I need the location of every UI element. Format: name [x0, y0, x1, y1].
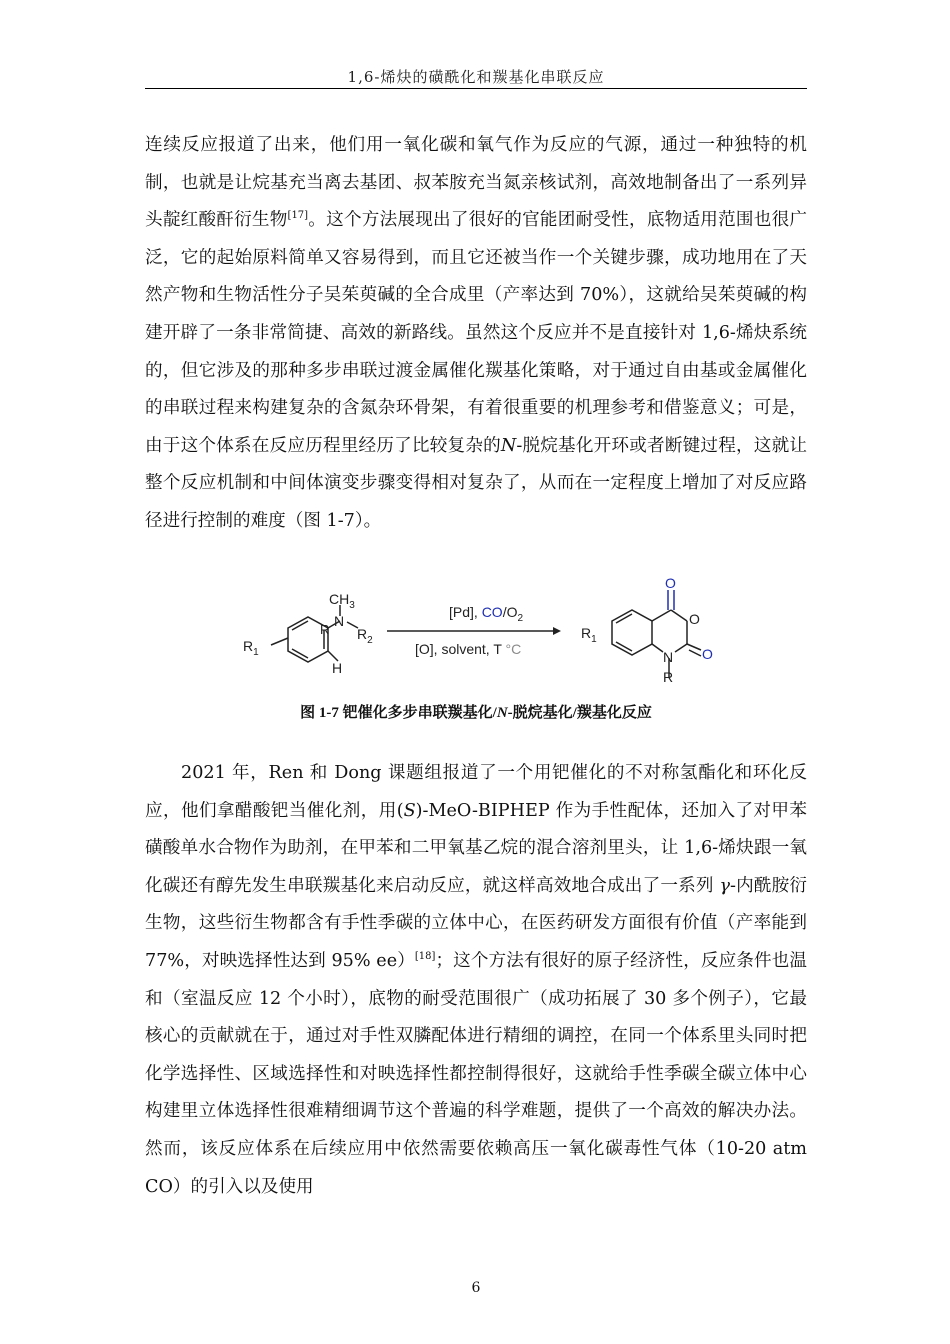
citation-17[interactable]: [17] — [287, 210, 309, 222]
para1-text-b: 。这个方法展现出了很好的官能团耐受性，底物适用范围也很广泛，它的起始原料简单又容易得到，而且它还被当作一个关键步骤，成功地用在了天然产物和生物活性分子吴茱萸碱的全合成里（产率达到 70%），这就给吴茱萸碱的构建开辟了一条非常简捷、高效的新路线。虽然这个反应并不是直接针对 1,6-烯炔系统的，但它涉及的那种多步串联过渡金属催化羰基化策略，对于通过自由基或金属催化的串联过程来构建复杂的含氮杂环骨架，有着很重要的机理参考和借鉴意义；可是，由于这个体系在反应历程里经历了比较复杂的 — [145, 210, 807, 456]
reactant-structure — [271, 605, 358, 662]
para2-text-b: )-MeO-BIPHEP 作为手性配体，还加入了对甲苯磺酸单水合物作为助剂，在甲苯和二甲氧基乙烷的混合溶剂里头，让 1,6-烯炔跟一氧化碳还有醇先发生串联羰基化来启动反应，就这样高效地合成出了一系列 — [145, 800, 807, 896]
para2-s-italic: S — [403, 800, 416, 821]
reactant-h-label: H — [332, 660, 343, 676]
caption-text-a: 图 1-7 钯催化多步串联羰基化/ — [300, 705, 497, 721]
citation-18[interactable]: [18] — [414, 950, 436, 962]
para2-text-a: 2021 年，Ren 和 Dong 课题组报道了一个用钯催化的不对称氢酯化和环化反应，他们拿醋酸钯当催化剂，用( — [145, 763, 807, 821]
paragraph-1 — [145, 127, 807, 541]
figure-caption — [145, 701, 807, 722]
para2-text-d: ；这个方法有很好的原子经济性，反应条件也温和（室温反应 12 个小时），底物的耐受范围很广（成功拓展了 30 多个例子），它最核心的贡献就在于，通过对手性双膦配体进行精细的调控，在同一个体系里头同时把化学选择性、区域选择性和对映选择性都控制得很好，这就给手性季碳全碳立体中心构建里立体选择性很难精细调节这个普遍的科学难题，提供了一个高效的解决办法。然而，该反应体系在后续应用中依然需要依赖高压一氧化碳毒性气体（10-20 atm CO）的引入以及使用 — [145, 950, 807, 1197]
reaction-scheme — [235, 572, 725, 682]
para1-text-a: 连续反应报道了出来，他们用一氧化碳和氧气作为反应的气源，通过一种独特的机制，也就是让烷基充当离去基团、叔苯胺充当氮亲核试剂，高效地制备出了一系列异头靛红酸酐衍生物 — [145, 135, 807, 231]
running-header: 1,6-烯炔的磺酰化和羰基化串联反应 — [347, 68, 605, 86]
reactant-r2-label: $R_2$ — [357, 626, 373, 646]
para1-text-c: -脱烷基化开环或者断键过程，这就让整个反应机制和中间体演变步骤变得相对复杂了，从而在一定程度上增加了对反应路径进行控制的难度（图 1-7）。 — [145, 435, 807, 531]
methyl-label: $CH_3$ — [329, 591, 355, 611]
arrow-head — [553, 627, 561, 635]
product-r1-label: $R_1$ — [581, 625, 597, 645]
product-exo-o-label: O — [702, 646, 713, 662]
product-carbonyl-o-label: O — [665, 575, 676, 591]
reactant-r1-label: $R_1$ — [243, 638, 259, 658]
caption-n-italic: N — [496, 705, 508, 721]
paragraph-2 — [145, 755, 807, 1206]
condition-bottom: [O], solvent, T °C — [415, 641, 522, 657]
page-number: 6 — [471, 1280, 481, 1296]
para2-gamma-italic: γ — [719, 875, 730, 896]
product-r-label: R — [663, 669, 674, 682]
para1-n-italic: N — [500, 435, 517, 456]
condition-top: [Pd], $CO/O_2$ — [449, 604, 524, 624]
header-rule — [145, 88, 807, 89]
ring-substituent-label: R — [320, 622, 330, 637]
product-structure — [612, 610, 687, 677]
product-n-label: N — [663, 649, 674, 665]
caption-text-b: -脱烷基化/羰基化反应 — [507, 705, 652, 721]
product-ring-o-label: O — [689, 611, 700, 627]
reactant-n-label: N — [334, 613, 345, 629]
para2-text-c: -内酰胺衍生物，这些衍生物都含有手性季碳的立体中心，在医药研发方面很有价值（产率能到 77%，对映选择性达到 95% ee） — [145, 875, 807, 971]
